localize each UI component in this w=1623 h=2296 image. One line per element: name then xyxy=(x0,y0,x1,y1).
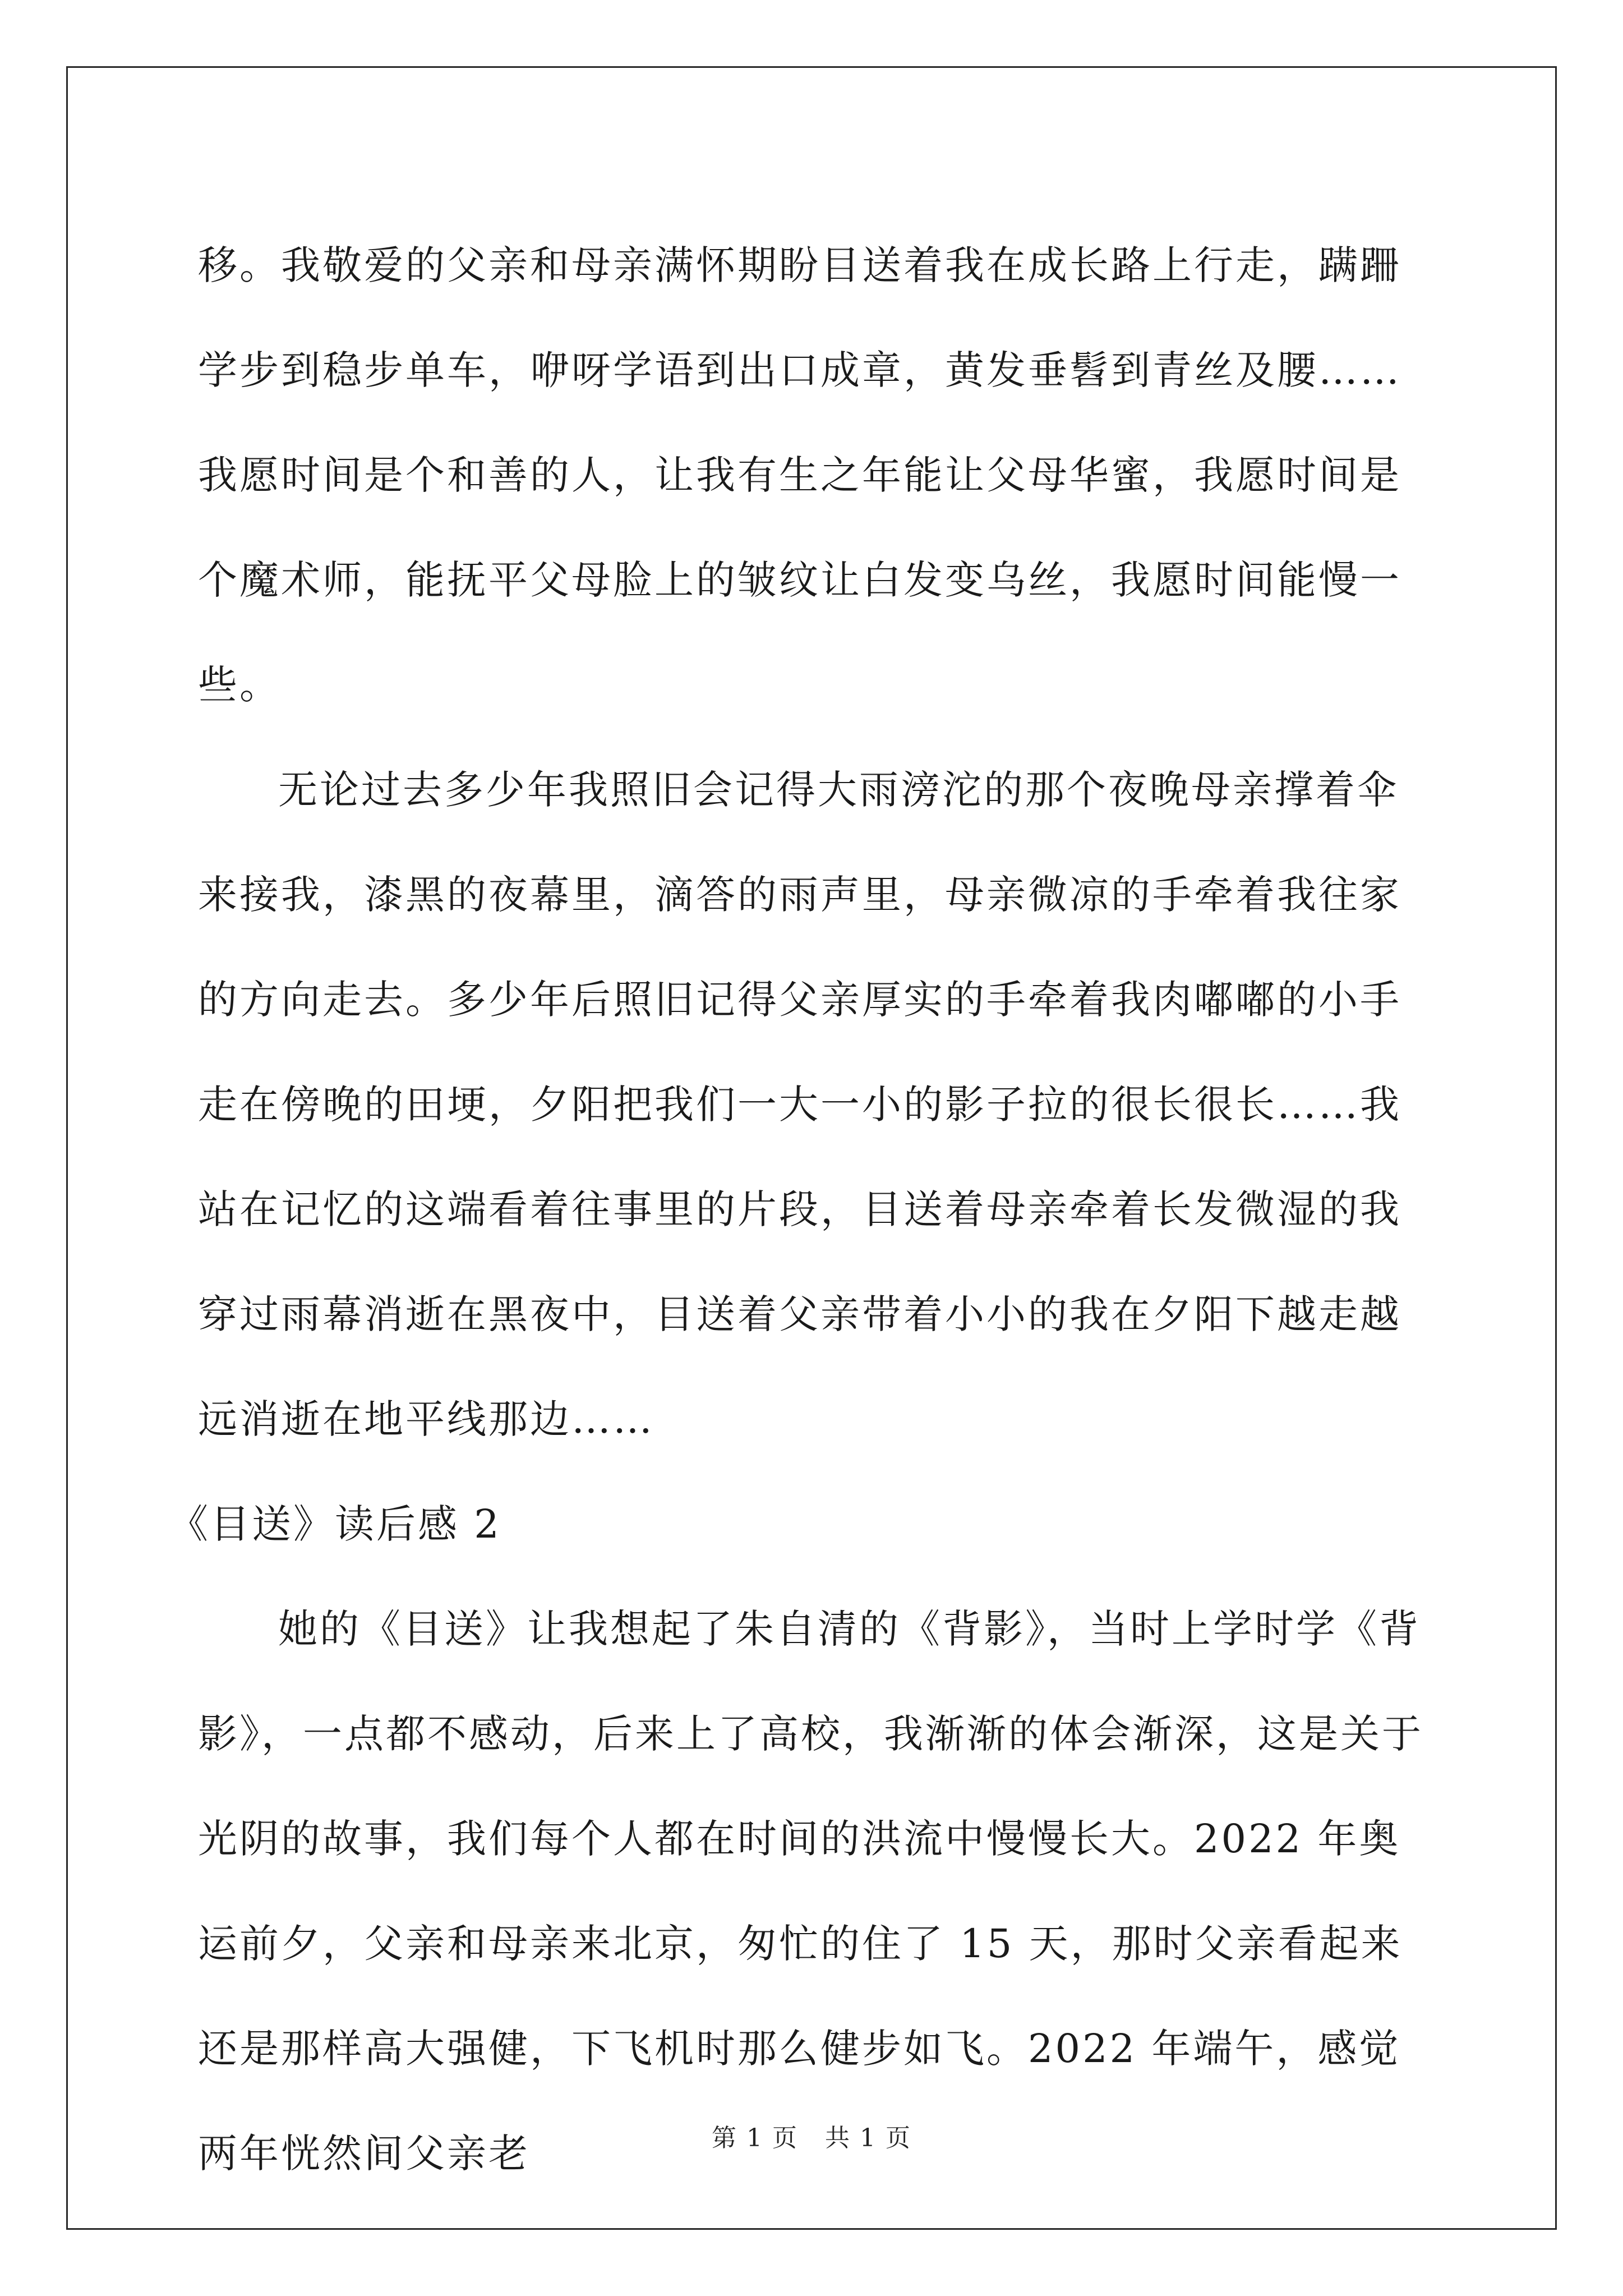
paragraph-reflection: 她的《目送》让我想起了朱自清的《背影》，当时上学时学《背影》，一点都不感动，后来上了高校，我渐渐的体会渐深，这是关于光阴的故事，我们每个人都在时间的洪流中慢慢长大。2022 年奥运前夕，父亲和母亲来北京，匆忙的住了 15 天，那时父亲看起来还是那样高大强健，下飞机时那么健步如飞。2022 年端午，感觉两年恍然间父亲老 xyxy=(198,1606,1423,2177)
section-title: 《目送》读后感 2 xyxy=(169,1501,501,1547)
paragraph-continuation: 移。我敬爱的父亲和母亲满怀期盼目送着我在成长路上行走，蹒跚学步到稳步单车，咿呀学语到出口成章，黄发垂髫到青丝及腰……我愿时间是个和善的人，让我有生之年能让父母华蜜，我愿时间是个魔术师，能抚平父母脸上的皱纹让白发变乌丝，我愿时间能慢一些。 xyxy=(198,242,1401,708)
page-number-current: 第 1 页 xyxy=(712,2124,798,2152)
page-footer xyxy=(0,2118,1623,2154)
page-number-total: 共 1 页 xyxy=(825,2124,911,2152)
document-body xyxy=(169,213,1432,2206)
paragraph-memory: 无论过去多少年我照旧会记得大雨滂沱的那个夜晚母亲撑着伞来接我，漆黑的夜幕里，滴答的雨声里，母亲微凉的手牵着我往家的方向走去。多少年后照旧记得父亲厚实的手牵着我肉嘟嘟的小手走在傍晚的田埂，夕阳把我们一大一小的影子拉的很长很长……我站在记忆的这端看着往事里的片段，目送着母亲牵着长发微湿的我穿过雨幕消逝在黑夜中，目送着父亲带着小小的我在夕阳下越走越远消逝在地平线那边…… xyxy=(198,767,1401,1442)
